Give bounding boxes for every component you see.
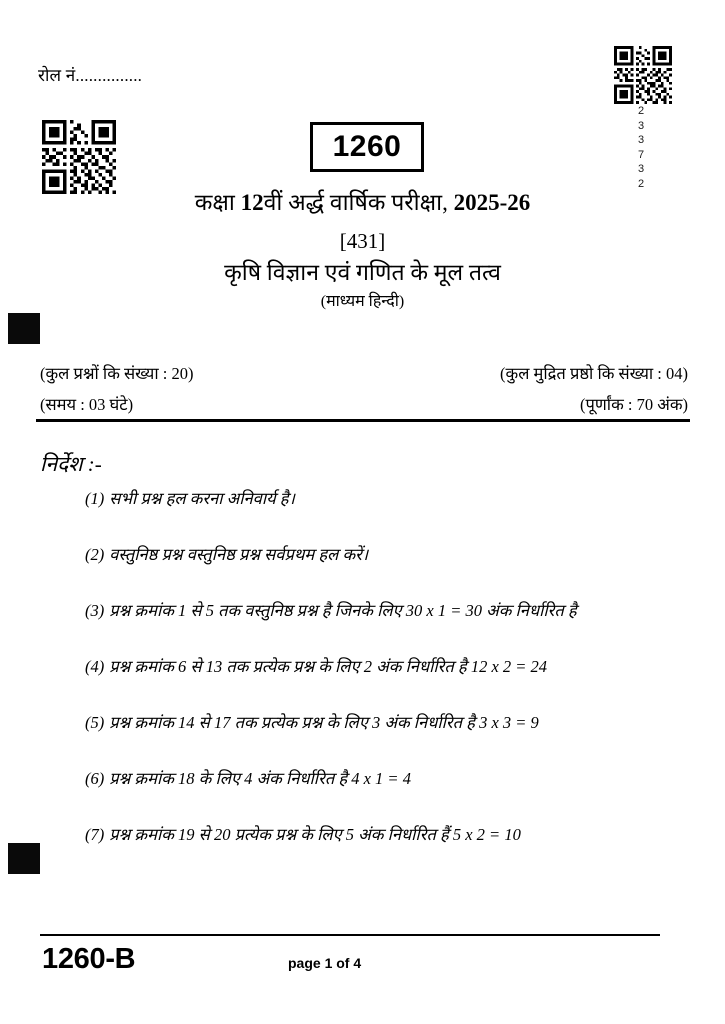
instruction-item [85, 600, 695, 622]
exam-meta-row-time [40, 392, 688, 415]
qr-code-left-icon [42, 120, 116, 194]
instruction-text: प्रश्न क्रमांक 1 से 5 तक वस्तुनिष्ठ प्रश्न है जिनके लिए 30 x 1 = 30 अंक निर्धारित है [109, 601, 577, 620]
exam-duration-label: (समय : 03 घंटे) [40, 395, 134, 414]
subject-name: कृषि विज्ञान एवं गणित के मूल तत्व [224, 260, 501, 285]
exam-heading-block [0, 188, 725, 313]
instruction-text: प्रश्न क्रमांक 6 से 13 तक प्रत्येक प्रश्न के लिए 2 अंक निर्धारित है 12 x 2 = 24 [109, 657, 548, 676]
exam-meta-row-questions [40, 361, 688, 384]
exam-class-number: 12 [240, 190, 264, 215]
instruction-number: (2) [85, 545, 105, 564]
medium-label: (माध्यम हिन्दी) [320, 293, 405, 310]
instruction-number: (5) [85, 713, 105, 732]
serial-digit: 7 [638, 148, 645, 161]
exam-title-line [0, 188, 725, 218]
instruction-number: (6) [85, 769, 105, 788]
exam-session-year: 2025-26 [453, 190, 531, 215]
roll-number-label: रोल नं............... [38, 66, 143, 85]
subject-code: [431] [339, 229, 386, 253]
instruction-number: (3) [85, 601, 105, 620]
registration-mark-bottom [8, 843, 40, 874]
total-printed-pages-label: (कुल मुद्रित प्रष्ठो कि संख्या : 04) [500, 364, 688, 383]
instruction-number: (7) [85, 825, 105, 844]
instruction-text: प्रश्न क्रमांक 14 से 17 तक प्रत्येक प्रश्न के लिए 3 अंक निर्धारित है 3 x 3 = 9 [109, 713, 539, 732]
instructions-heading: निर्देश :- [40, 452, 102, 476]
serial-digit: 2 [638, 177, 645, 190]
instructions-list [85, 488, 695, 880]
paper-code-box [310, 122, 424, 172]
serial-digit: 3 [638, 119, 645, 132]
instruction-item [85, 824, 695, 846]
registration-mark-top [8, 313, 40, 344]
instruction-item [85, 544, 695, 566]
serial-digit: 3 [638, 163, 645, 175]
serial-digit: 3 [638, 134, 645, 146]
instruction-item [85, 488, 695, 510]
instruction-number: (4) [85, 657, 105, 676]
footer-paper-code: 1260-B [42, 943, 136, 975]
instruction-item [85, 712, 695, 734]
footer-page-number: page 1 of 4 [288, 955, 362, 971]
max-marks-label: (पूर्णांक : 70 अंक) [580, 395, 688, 414]
header-divider [36, 419, 690, 422]
instruction-text: प्रश्न क्रमांक 19 से 20 प्रत्येक प्रश्न के लिए 5 अंक निर्धारित हैं 5 x 2 = 10 [109, 825, 521, 844]
exam-title-part1: कक्षा [194, 190, 241, 215]
qr-code-right-icon [614, 46, 672, 104]
paper-code-value: 1260 [332, 130, 402, 163]
instruction-item [85, 768, 695, 790]
total-questions-label: (कुल प्रश्नों कि संख्या : 20) [40, 364, 194, 383]
instruction-item [85, 656, 695, 678]
instruction-text: सभी प्रश्न हल करना अनिवार्य है। [109, 489, 295, 508]
footer-divider [40, 934, 660, 936]
exam-title-part2: वीं अर्द्ध वार्षिक परीक्षा, [263, 190, 454, 215]
serial-digit: 2 [638, 105, 645, 117]
instruction-text: वस्तुनिष्ठ प्रश्न वस्तुनिष्ठ प्रश्न सर्वप्रथम हल करें। [109, 545, 369, 564]
serial-number-vertical [638, 104, 644, 191]
instruction-number: (1) [85, 489, 105, 508]
instruction-text: प्रश्न क्रमांक 18 के लिए 4 अंक निर्धारित है 4 x 1 = 4 [109, 769, 411, 788]
